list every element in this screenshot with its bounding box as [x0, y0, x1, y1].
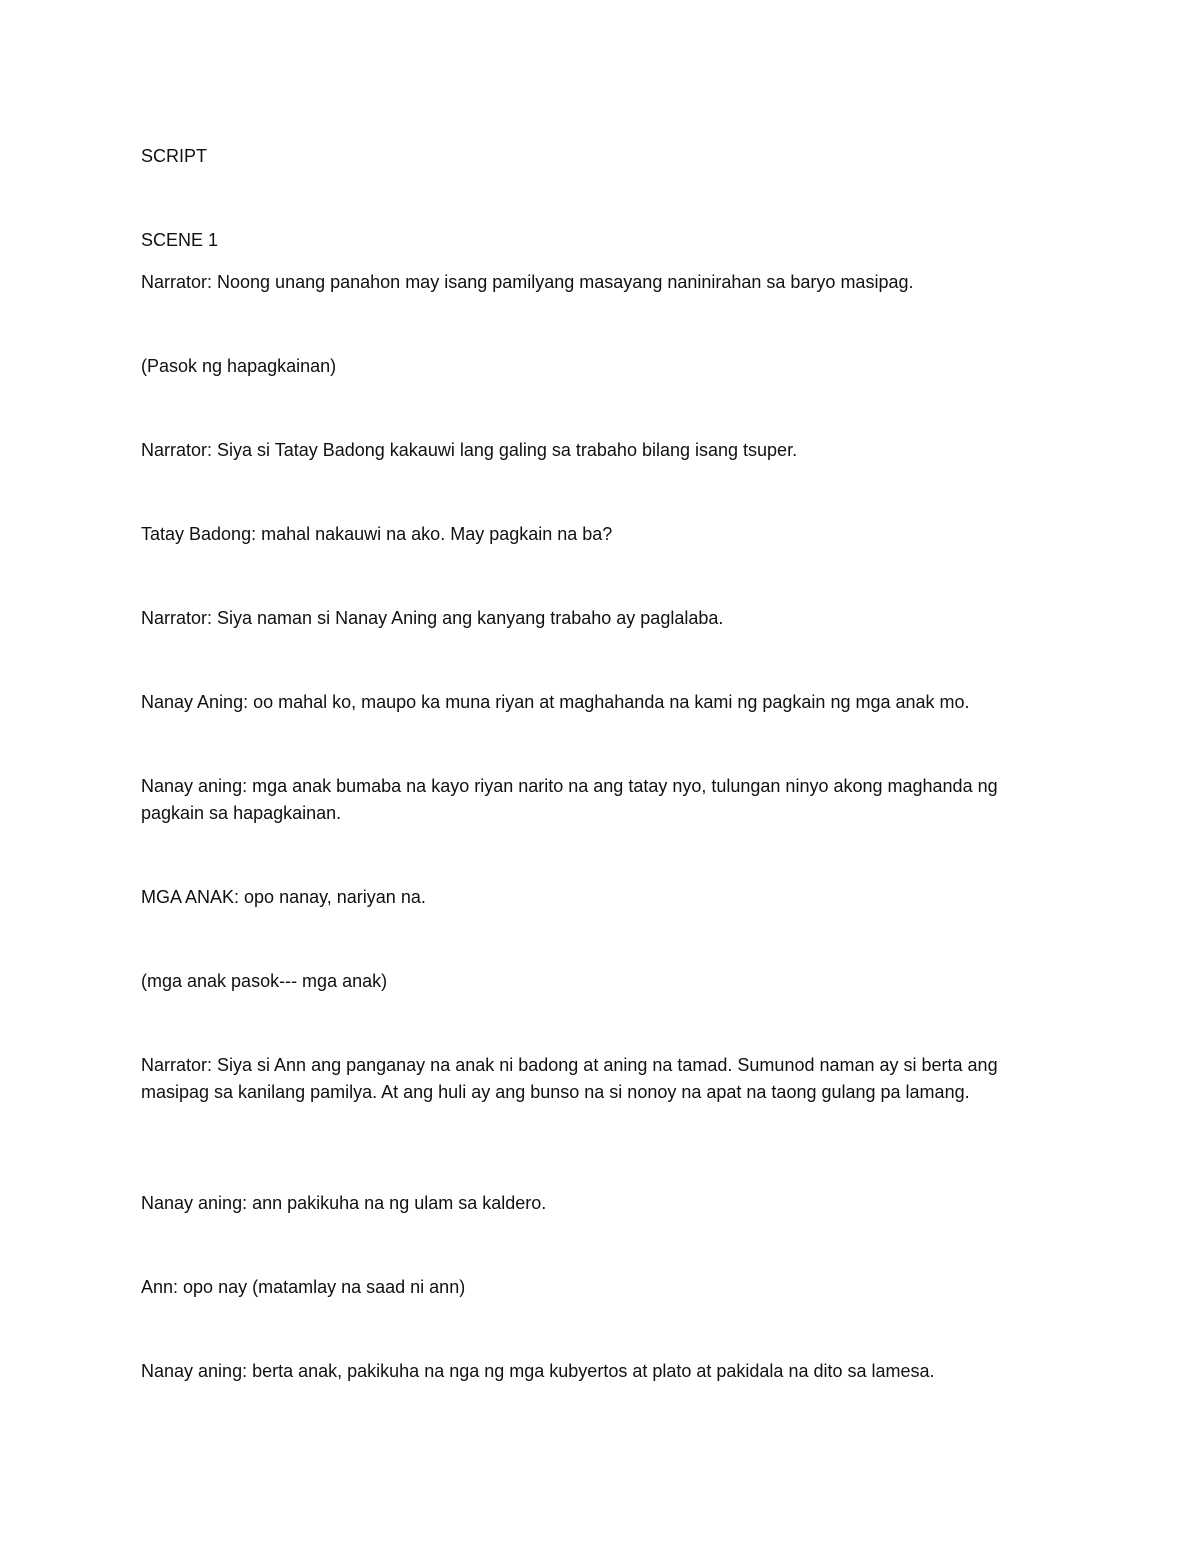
document-title: SCRIPT — [141, 146, 208, 166]
script-paragraph: (Pasok ng hapagkainan) — [141, 356, 337, 376]
script-paragraph: Ann: opo nay (matamlay na saad ni ann) — [141, 1277, 466, 1297]
script-paragraph: Nanay Aning: oo mahal ko, maupo ka muna riyan at maghahanda na kami ng pagkain ng mga anak mo. — [141, 692, 970, 712]
script-paragraph: Nanay aning: ann pakikuha na ng ulam sa kaldero. — [141, 1193, 547, 1213]
script-paragraph: MGA ANAK: opo nanay, nariyan na. — [141, 887, 426, 907]
script-paragraph: Narrator: Siya si Ann ang panganay na anak ni badong at aning na tamad. Sumunod naman ay si berta ang masipag sa kanilang pamilya. At ang huli ay ang bunso na si nonoy na apat na taong gulang pa lamang. — [141, 1055, 998, 1102]
scene-heading: SCENE 1 — [141, 230, 219, 250]
script-paragraph: Narrator: Siya naman si Nanay Aning ang kanyang trabaho ay paglalaba. — [141, 608, 724, 628]
script-paragraph: Narrator: Noong unang panahon may isang pamilyang masayang naninirahan sa baryo masipag. — [141, 272, 914, 292]
script-paragraph: Nanay aning: berta anak, pakikuha na nga ng mga kubyertos at plato at pakidala na dito sa lamesa. — [141, 1361, 935, 1381]
script-paragraph: (mga anak pasok--- mga anak) — [141, 971, 388, 991]
script-paragraph: Narrator: Siya si Tatay Badong kakauwi lang galing sa trabaho bilang isang tsuper. — [141, 440, 798, 460]
script-paragraph: Tatay Badong: mahal nakauwi na ako. May pagkain na ba? — [141, 524, 613, 544]
script-paragraph: Nanay aning: mga anak bumaba na kayo riyan narito na ang tatay nyo, tulungan ninyo akong maghanda ng pagkain sa hapagkainan. — [141, 776, 998, 823]
